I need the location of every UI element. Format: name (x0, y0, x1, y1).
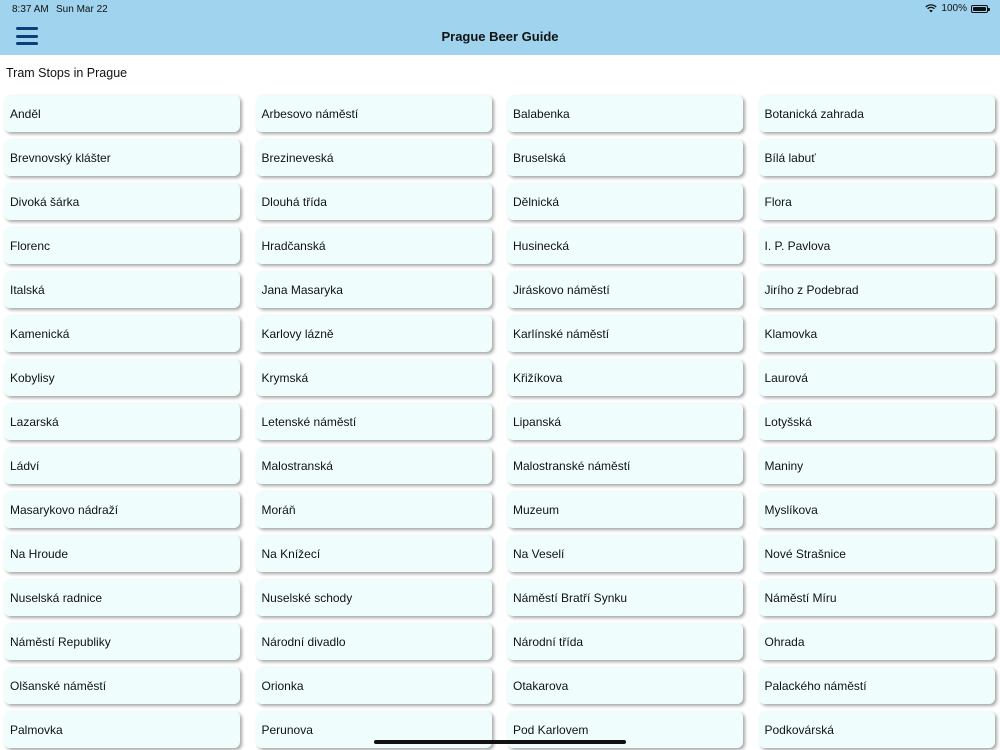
tram-stop-button[interactable]: Dělnická (507, 183, 743, 220)
tram-stop-button[interactable]: Ládví (4, 447, 240, 484)
wifi-icon (925, 4, 937, 13)
tram-stop-button[interactable]: Křižíkova (507, 359, 743, 396)
tram-stop-button[interactable]: Florenc (4, 227, 240, 264)
tram-stop-button[interactable]: Muzeum (507, 491, 743, 528)
tram-stop-button[interactable]: Národní divadlo (256, 623, 492, 660)
tram-stop-button[interactable]: Bílá labuť (759, 139, 995, 176)
tram-stop-button[interactable]: I. P. Pavlova (759, 227, 995, 264)
tram-stop-button[interactable]: Nové Strašnice (759, 535, 995, 572)
tram-stop-button[interactable]: Palackého náměstí (759, 667, 995, 704)
tram-stop-button[interactable]: Maniny (759, 447, 995, 484)
tram-stop-button[interactable]: Malostranské náměstí (507, 447, 743, 484)
tram-stop-button[interactable]: Orionka (256, 667, 492, 704)
tram-stop-button[interactable]: Italská (4, 271, 240, 308)
tram-stop-button[interactable]: Palmovka (4, 711, 240, 748)
nav-bar (0, 18, 1000, 55)
status-bar (0, 0, 1000, 18)
tram-stop-button[interactable]: Jana Masaryka (256, 271, 492, 308)
tram-stop-button[interactable]: Perunova (256, 711, 492, 748)
tram-stop-button[interactable]: Brevnovský klášter (4, 139, 240, 176)
tram-stop-button[interactable]: Lazarská (4, 403, 240, 440)
tram-stop-button[interactable]: Náměstí Republiky (4, 623, 240, 660)
tram-stop-button[interactable]: Moráň (256, 491, 492, 528)
tram-stop-button[interactable]: Na Knížecí (256, 535, 492, 572)
tram-stop-button[interactable]: Jiráskovo náměstí (507, 271, 743, 308)
tram-stops-grid (4, 95, 998, 748)
tram-stop-button[interactable]: Myslíkova (759, 491, 995, 528)
tram-stop-button[interactable]: Letenské náměstí (256, 403, 492, 440)
tram-stop-button[interactable]: Divoká šárka (4, 183, 240, 220)
tram-stop-button[interactable]: Laurová (759, 359, 995, 396)
tram-stop-button[interactable]: Náměstí Bratří Synku (507, 579, 743, 616)
tram-stop-button[interactable]: Husinecká (507, 227, 743, 264)
tram-stop-button[interactable]: Ohrada (759, 623, 995, 660)
battery-icon (971, 5, 988, 13)
tram-stop-button[interactable]: Flora (759, 183, 995, 220)
status-date: Sun Mar 22 (56, 4, 108, 15)
tram-stop-button[interactable]: Na Hroude (4, 535, 240, 572)
tram-stop-button[interactable]: Botanická zahrada (759, 95, 995, 132)
tram-stop-button[interactable]: Kamenická (4, 315, 240, 352)
battery-percent: 100% (941, 3, 967, 14)
tram-stop-button[interactable]: Hradčanská (256, 227, 492, 264)
tram-stop-button[interactable]: Karlovy lázně (256, 315, 492, 352)
tram-stop-button[interactable]: Krymská (256, 359, 492, 396)
tram-stop-button[interactable]: Brezineveská (256, 139, 492, 176)
tram-stop-button[interactable]: Bruselská (507, 139, 743, 176)
status-indicators (925, 3, 988, 14)
tram-stop-button[interactable]: Lotyšská (759, 403, 995, 440)
tram-stop-button[interactable]: Arbesovo náměstí (256, 95, 492, 132)
tram-stop-button[interactable]: Kobylisy (4, 359, 240, 396)
tram-stop-button[interactable]: Anděl (4, 95, 240, 132)
tram-stop-button[interactable]: Nuselská radnice (4, 579, 240, 616)
tram-stop-button[interactable]: Olšanské náměstí (4, 667, 240, 704)
tram-stop-button[interactable]: Masarykovo nádraží (4, 491, 240, 528)
tram-stop-button[interactable]: Balabenka (507, 95, 743, 132)
page-title: Prague Beer Guide (441, 29, 559, 44)
tram-stop-button[interactable]: Klamovka (759, 315, 995, 352)
tram-stop-button[interactable]: Jirího z Podebrad (759, 271, 995, 308)
header (0, 0, 1000, 55)
tram-stop-button[interactable]: Podkovárská (759, 711, 995, 748)
tram-stop-button[interactable]: Náměstí Míru (759, 579, 995, 616)
tram-stop-button[interactable]: Národní třída (507, 623, 743, 660)
tram-stop-button[interactable]: Karlínské náměstí (507, 315, 743, 352)
home-indicator[interactable] (374, 740, 626, 744)
tram-stop-button[interactable]: Otakarova (507, 667, 743, 704)
tram-stop-button[interactable]: Nuselské schody (256, 579, 492, 616)
tram-stop-button[interactable]: Na Veselí (507, 535, 743, 572)
tram-stop-button[interactable]: Dlouhá třída (256, 183, 492, 220)
tram-stop-button[interactable]: Lipanská (507, 403, 743, 440)
tram-stop-button[interactable]: Malostranská (256, 447, 492, 484)
tram-stop-button[interactable]: Pod Karlovem (507, 711, 743, 748)
status-time: 8:37 AM (12, 4, 49, 15)
section-title: Tram Stops in Prague (6, 66, 128, 80)
